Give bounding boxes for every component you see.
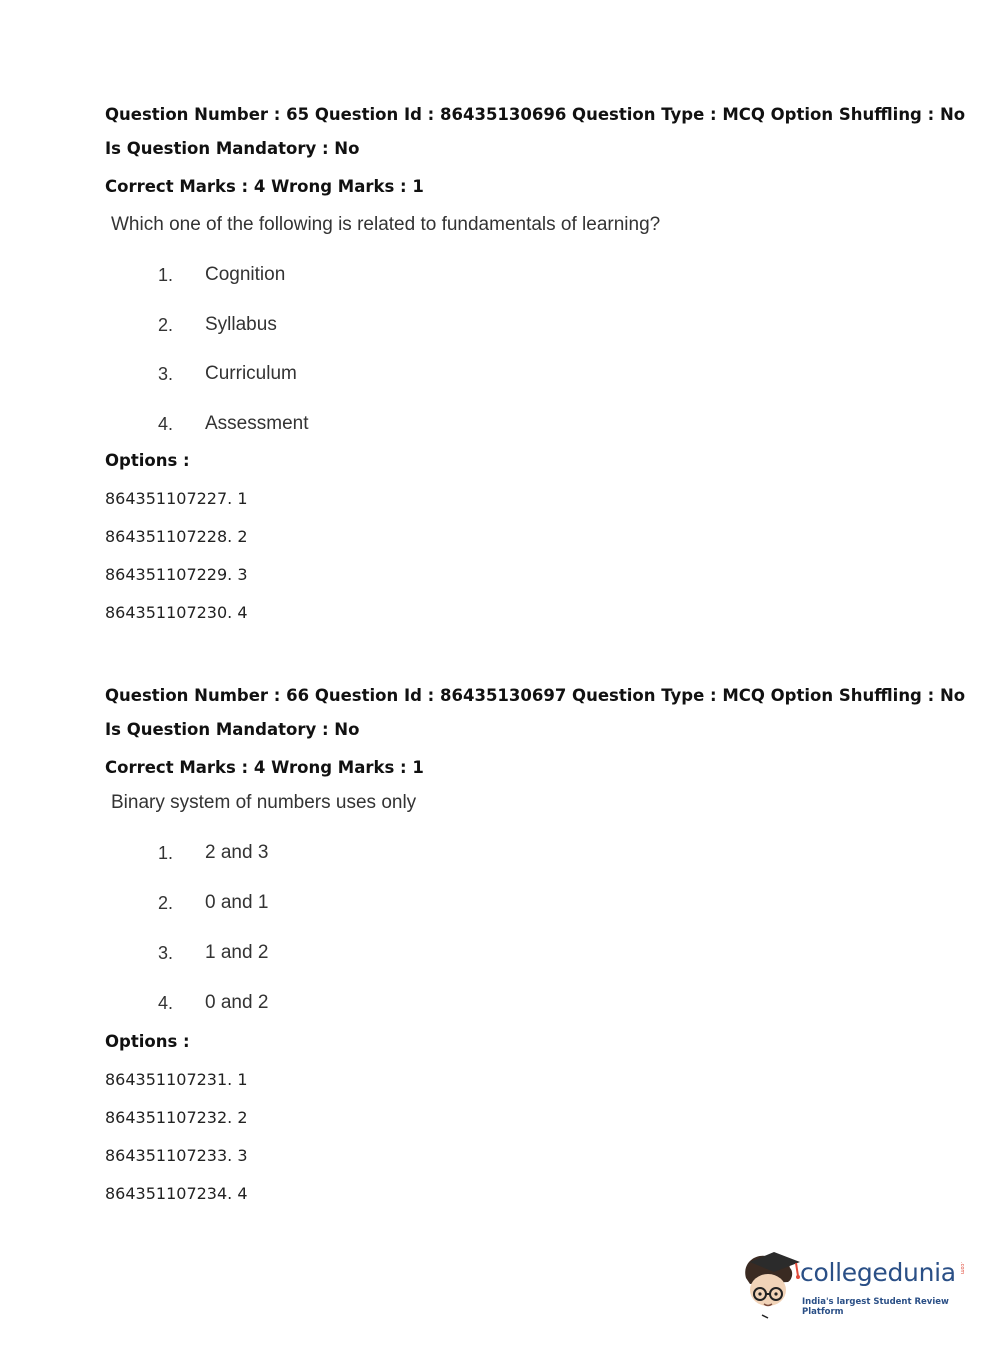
option-id: 864351107231. 1 [105, 1070, 248, 1089]
choice-text: 0 and 1 [205, 892, 269, 913]
option-id: 864351107227. 1 [105, 489, 248, 508]
options-label: Options : [105, 451, 190, 470]
choice-text: 0 and 2 [205, 992, 269, 1013]
question-marks: Correct Marks : 4 Wrong Marks : 1 [105, 758, 424, 777]
option-id: 864351107234. 4 [105, 1184, 248, 1203]
choice-number: 3. [158, 364, 174, 384]
options-label: Options : [105, 1032, 190, 1051]
option-id: 864351107229. 3 [105, 565, 248, 584]
question-marks: Correct Marks : 4 Wrong Marks : 1 [105, 177, 424, 196]
collegedunia-logo [740, 1248, 970, 1320]
choice-number: 4. [158, 993, 174, 1013]
choice-number: 2. [158, 315, 174, 335]
question-header: Question Number : 66 Question Id : 86435130697 Question Type : MCQ Option Shuffling : No [105, 686, 966, 705]
question-text: Binary system of numbers uses only [111, 792, 417, 813]
logo-suffix: .com [959, 1262, 965, 1275]
choice-number: 3. [158, 943, 174, 963]
choice-text: 2 and 3 [205, 842, 269, 863]
option-id: 864351107230. 4 [105, 603, 248, 622]
option-id: 864351107232. 2 [105, 1108, 248, 1127]
choice-number: 4. [158, 414, 174, 434]
choice-text: Assessment [205, 413, 309, 434]
choice-number: 1. [158, 265, 174, 285]
question-text: Which one of the following is related to fundamentals of learning? [111, 214, 661, 235]
question-header: Question Number : 65 Question Id : 86435130696 Question Type : MCQ Option Shuffling : No [105, 105, 966, 124]
choice-text: 1 and 2 [205, 942, 269, 963]
choice-number: 1. [158, 843, 174, 863]
choice-text: Curriculum [205, 363, 297, 384]
logo-name: collegedunia [800, 1258, 956, 1287]
option-id: 864351107228. 2 [105, 527, 248, 546]
choice-text: Syllabus [205, 314, 277, 335]
question-mandatory: Is Question Mandatory : No [105, 720, 360, 739]
mascot-icon [740, 1248, 802, 1320]
question-mandatory: Is Question Mandatory : No [105, 139, 360, 158]
option-id: 864351107233. 3 [105, 1146, 248, 1165]
logo-tagline: India's largest Student Review Platform [802, 1297, 949, 1317]
choice-text: Cognition [205, 264, 286, 285]
choice-number: 2. [158, 893, 174, 913]
